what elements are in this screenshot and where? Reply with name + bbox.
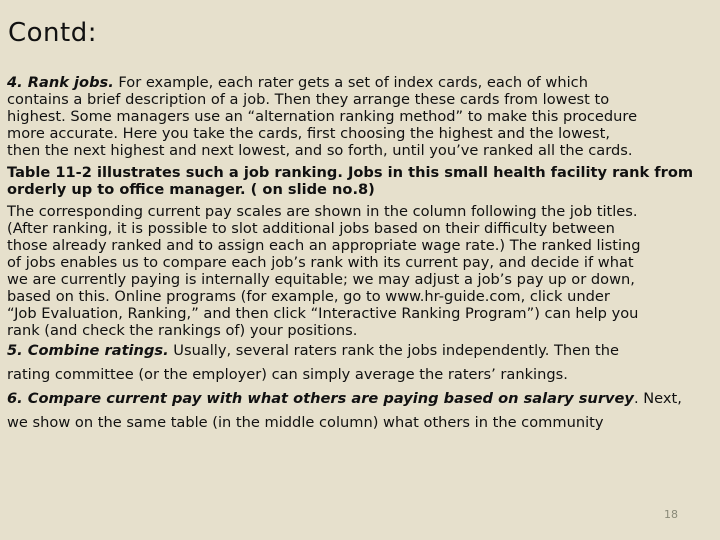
combine-ratings-heading: 5. Combine ratings. bbox=[7, 342, 169, 359]
body-line: then the next highest and next lowest, and so forth, until you’ve ranked all the cards. bbox=[7, 142, 633, 159]
combine-ratings-text: Usually, several raters rank the jobs independently. Then the bbox=[168, 342, 619, 359]
table-ref-line: Table 11-2 illustrates such a job ranking. Jobs in this small health facility rank from bbox=[7, 164, 694, 181]
body-line: based on this. Online programs (for example, go to www.hr-guide.com, click under bbox=[7, 288, 610, 305]
slide-title: Contd: bbox=[8, 18, 97, 48]
page-number: 18 bbox=[664, 508, 678, 521]
body-line: contains a brief description of a job. Then they arrange these cards from lowest to bbox=[7, 91, 610, 108]
body-line: we are currently paying is internally equitable; we may adjust a job’s pay up or down, bbox=[7, 271, 635, 288]
body-line: more accurate. Here you take the cards, first choosing the highest and the lowest, bbox=[7, 125, 610, 142]
body-line: of jobs enables us to compare each job’s rank with its current pay, and decide if what bbox=[7, 254, 634, 271]
table-ref-line: orderly up to office manager. ( on slide no.8) bbox=[7, 181, 375, 198]
compare-pay-heading: 6. Compare current pay with what others are paying based on salary survey bbox=[7, 390, 634, 407]
slide-body bbox=[7, 74, 711, 435]
body-line: (After ranking, it is possible to slot additional jobs based on their difficulty between bbox=[7, 220, 615, 237]
body-line: those already ranked and to assign each an appropriate wage rate.) The ranked listing bbox=[7, 237, 641, 254]
body-line: The corresponding current pay scales are shown in the column following the job titles. bbox=[7, 203, 638, 220]
body-line: we show on the same table (in the middle column) what others in the community bbox=[7, 414, 604, 431]
rank-jobs-heading: 4. Rank jobs. bbox=[7, 74, 114, 91]
compare-pay-text: . Next, bbox=[633, 390, 682, 407]
combine-ratings-line-1 bbox=[7, 339, 711, 363]
rank-jobs-text: For example, each rater gets a set of index cards, each of which bbox=[113, 74, 588, 91]
body-line: “Job Evaluation, Ranking,” and then click “Interactive Ranking Program”) can help you bbox=[7, 305, 639, 322]
rank-jobs-line-1 bbox=[7, 74, 711, 91]
body-line: rank (and check the rankings of) your positions. bbox=[7, 322, 358, 339]
compare-pay-line-1 bbox=[7, 387, 711, 411]
body-line: rating committee (or the employer) can simply average the raters’ rankings. bbox=[7, 366, 568, 383]
body-line: highest. Some managers use an “alternation ranking method” to make this procedure bbox=[7, 108, 638, 125]
